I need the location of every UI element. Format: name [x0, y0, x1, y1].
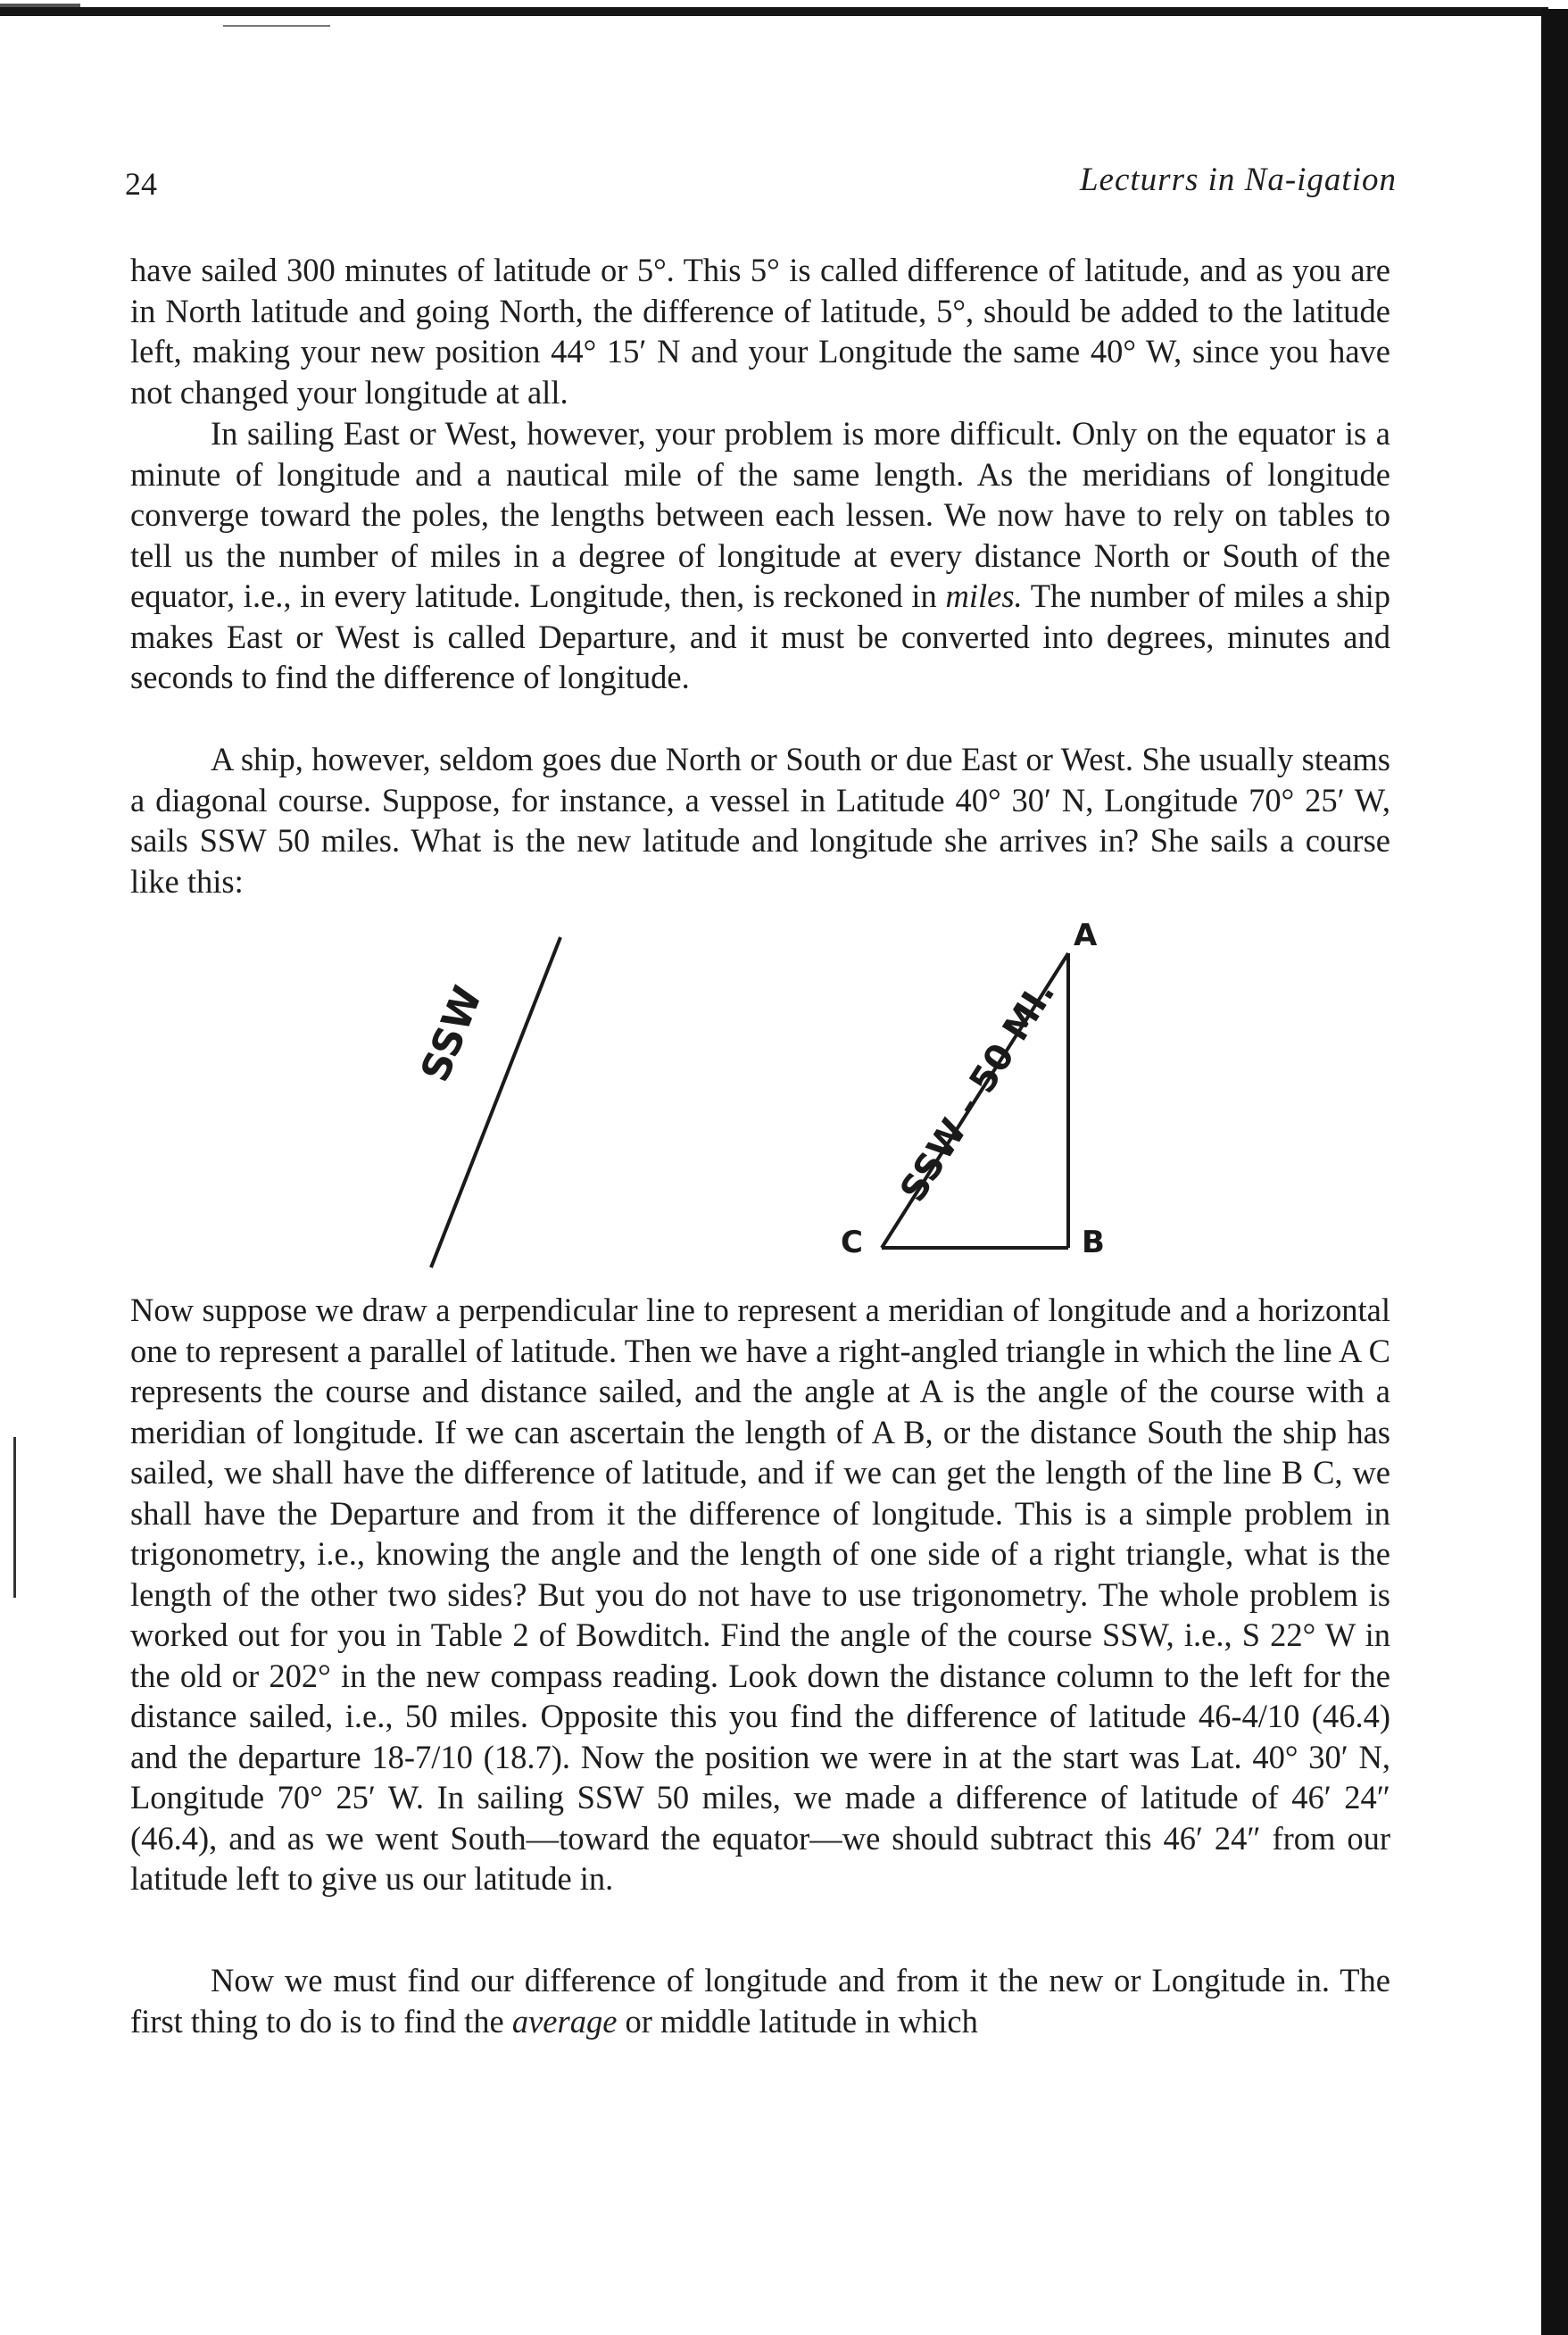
paragraph-5-emphasis: average	[511, 2002, 618, 2040]
diagram-lines	[0, 893, 1517, 1285]
paragraph-2-text-a: In sailing East or West, however, your problem is more difficult. Only on the equator is a minute of longitude and a nautical mile of the same length. As the meridians of longitude converge toward the poles, the lengths between each lessen. We now have to rely on tables to tell us the number of miles in a degree of longitude at every distance North or South of the equator, i.e., in every latitude. Longitude, then, is reckoned in	[130, 415, 1390, 614]
header-rule	[223, 25, 330, 27]
paragraph-5-text-b: or middle latitude in which	[617, 2002, 978, 2040]
margin-mark	[13, 1437, 16, 1598]
page-number: 24	[125, 166, 157, 202]
scan-right-border	[1541, 9, 1568, 2335]
vertex-a-label: A	[1074, 918, 1098, 953]
paragraph-5	[130, 1960, 1390, 2041]
ssw-line-label: SSW	[412, 980, 492, 1089]
paragraph-3	[130, 739, 1390, 902]
paragraph-5-text-a: Now we must find our difference of longitude and from it the new or Longitude in. The first thing to do is to find the	[130, 1962, 1390, 2040]
scan-top-border	[0, 7, 1548, 16]
paragraph-1-text: have sailed 300 minutes of latitude or 5°. This 5° is called difference of latitude, and as you are in North latitude and going North, the difference of latitude, 5°, should be added to the latitude left, making your new position 44° 15′ N and your Longitude the same 40° W, since you have not changed your longitude at all.	[130, 252, 1390, 411]
course-diagram	[0, 893, 1517, 1285]
paragraph-2	[130, 413, 1390, 698]
paragraph-4-text: Now suppose we draw a perpendicular line to represent a meridian of longitude and a horizontal one to represent a parallel of latitude. Then we have a right-angled triangle in which the line A C represents the course and distance sailed, and the angle at A is the angle of the course with a meridian of longitude. If we can ascertain the length of A B, or the distance South the ship has sailed, we shall have the difference of latitude, and if we can get the length of the line B C, we shall have the Departure and from it the difference of longitude. This is a simple problem in trigonometry, i.e., knowing the angle and the length of one side of a right triangle, what is the length of the other two sides? But you do not have to use trigonometry. The whole problem is worked out for you in Table 2 of Bowditch. Find the angle of the course SSW, i.e., S 22° W in the old or 202° in the new compass reading. Look down the distance column to the left for the distance sailed, i.e., 50 miles. Opposite this you find the difference of latitude 46-4/10 (46.4) and the departure 18-7/10 (18.7). Now the position we were in at the start was Lat. 40° 30′ N, Longitude 70° 25′ W. In sailing SSW 50 miles, we made a difference of latitude of 46′ 24″ (46.4), and as we went South—toward the equator—we should subtract this 46′ 24″ from our latitude left to give us our latitude in.	[130, 1292, 1390, 1897]
paragraph-4	[130, 1290, 1390, 1899]
vertex-c-label: C	[841, 1225, 863, 1260]
paragraph-2-text-b: The number of miles a ship makes East or West is called Departure, and it must be converted into degrees, minutes and seconds to find the difference of longitude.	[130, 578, 1390, 695]
paragraph-1	[130, 250, 1390, 412]
hypotenuse-label: SSW - 50 MI.	[892, 973, 1064, 1209]
paragraph-2-emphasis: miles.	[945, 578, 1023, 614]
vertex-b-label: B	[1082, 1225, 1105, 1260]
running-title: Lecturrs in Na-igation	[1079, 162, 1397, 198]
paragraph-3-text: A ship, however, seldom goes due North or South or due East or West. She usually steams a diagonal course. Suppose, for instance, a vessel in Latitude 40° 30′ N, Longitude 70° 25′ W, sails SSW 50 miles. What is the new latitude and longitude she arrives in? She sails a course like this:	[130, 741, 1390, 900]
